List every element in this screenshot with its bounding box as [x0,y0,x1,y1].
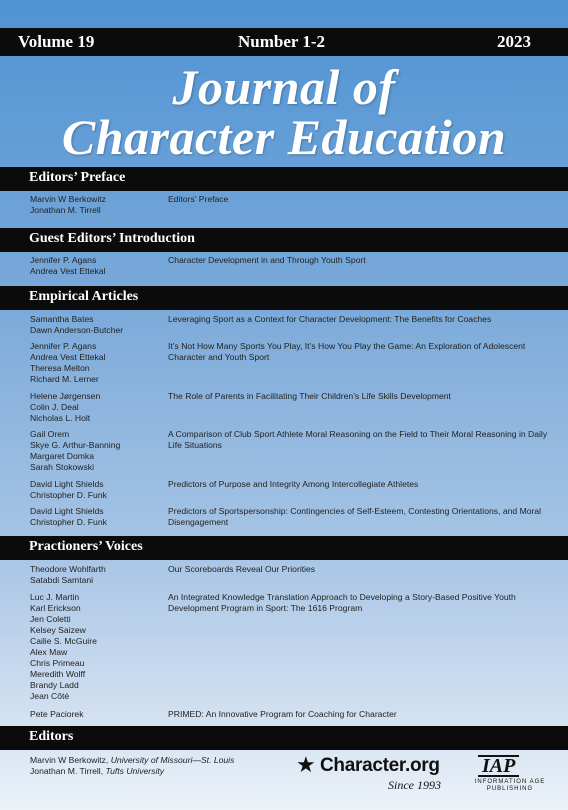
article-title: The Role of Parents in Facilitating Their Children’s Life Skills Development [168,391,451,401]
issue-bar [0,28,568,56]
section-heading: Guest Editors’ Introduction [29,231,195,246]
author: Cailie S. McGuire [30,636,97,646]
authors [30,479,162,501]
author: Andrea Vest Ettekal [30,266,106,276]
editor-line [30,766,164,777]
author: Luc J. Martin [30,592,80,602]
iap-logo [470,755,550,791]
author: Jean Côté [30,691,70,701]
editor-name: Marvin W Berkowitz, [30,755,111,765]
section-header-guest [0,228,568,252]
author: Dawn Anderson-Butcher [30,325,124,335]
section-header-practitioners [0,536,568,560]
star-icon: ★ [296,752,316,777]
article-title: It’s Not How Many Sports You Play, It’s How You Play the Game: An Exploration of Adolescent Character and Youth Sport [168,341,526,362]
author: Samantha Bates [30,314,94,324]
author: Christopher D. Funk [30,517,107,527]
authors [30,255,162,277]
year-label: 2023 [497,32,531,51]
author: Alex Maw [30,647,68,657]
author: Nicholas L. Holt [30,413,91,423]
article-title: Leveraging Sport as a Context for Character Development: The Benefits for Coaches [168,314,492,324]
author: Pete Paciorek [30,709,84,719]
author: Marvin W Berkowitz [30,194,106,204]
authors [30,314,162,336]
author: Jen Coletti [30,614,71,624]
author: Richard M. Lerner [30,374,99,384]
author: Margaret Domka [30,451,94,461]
section-heading: Editors’ Preface [29,170,126,185]
article-title: Our Scoreboards Reveal Our Priorities [168,564,316,574]
editor-name: Jonathan M. Tirrell, [30,766,106,776]
authors [30,429,162,473]
character-org-logo [296,752,446,792]
article-title: An Integrated Knowledge Translation Approach to Developing a Story-Based Positive Youth Development Program in Sport: The 1616 Program [168,592,516,613]
article-title: Editors’ Preface [168,194,229,204]
section-header-empirical [0,286,568,310]
logo-tagline: Since 1993 [388,778,441,792]
number-label: Number 1-2 [238,32,326,51]
author: Jonathan M. Tirrell [30,205,101,215]
author: Satabdi Samtani [30,575,94,585]
author: David Light Shields [30,506,104,516]
author: Theodore Wohlfarth [30,564,106,574]
article-title: Character Development in and Through Youth Sport [168,255,366,265]
authors [30,391,162,424]
author: Karl Erickson [30,603,81,613]
author: Colin J. Deal [30,402,79,412]
section-header-editors [0,726,568,750]
authors [30,506,162,528]
section-header-preface [0,167,568,191]
author: Kelsey Saizew [30,625,86,635]
section-heading: Editors [29,729,74,744]
editor-affiliation: Tufts University [105,766,165,776]
author: Jennifer P. Agans [30,255,97,265]
author: David Light Shields [30,479,104,489]
article-title: Predictors of Purpose and Integrity Among Intercollegiate Athletes [168,479,419,489]
editor-affiliation: University of Missouri—St. Louis [110,755,235,765]
author: Chris Primeau [30,658,85,668]
author: Skye G. Arthur-Banning [30,440,121,450]
section-heading: Practioners’ Voices [29,539,143,554]
logo-name: Character.org [320,755,440,776]
author: Sarah Stokowski [30,462,95,472]
authors [30,564,162,586]
iap-mark: IAP [478,755,519,777]
author: Helene Jørgensen [30,391,101,401]
article-title: PRIMED: An Innovative Program for Coaching for Character [168,709,397,719]
author: Andrea Vest Ettekal [30,352,106,362]
journal-title-line1: Journal of [172,59,396,115]
article-title: Predictors of Sportspersonship: Contingencies of Self-Esteem, Contesting Orientations, and Moral Disengagement [168,506,542,527]
article-title: A Comparison of Club Sport Athlete Moral Reasoning on the Field to Their Moral Reasoning in Daily Life Situations [168,429,548,450]
author: Theresa Melton [30,363,90,373]
author: Jennifer P. Agans [30,341,97,351]
iap-line1: INFORMATION AGE [474,779,546,785]
author: Brandy Ladd [30,680,79,690]
volume-label: Volume 19 [18,32,95,51]
author: Christopher D. Funk [30,490,107,500]
author: Gail Orem [30,429,70,439]
author: Meredith Wolff [30,669,86,679]
iap-line2: PUBLISHING [486,786,534,792]
authors [30,592,162,702]
authors [30,341,162,385]
authors [30,709,162,720]
journal-title-line2: Character Education [61,109,507,165]
authors [30,194,162,216]
section-heading: Empirical Articles [29,289,139,304]
editor-line [30,755,234,766]
